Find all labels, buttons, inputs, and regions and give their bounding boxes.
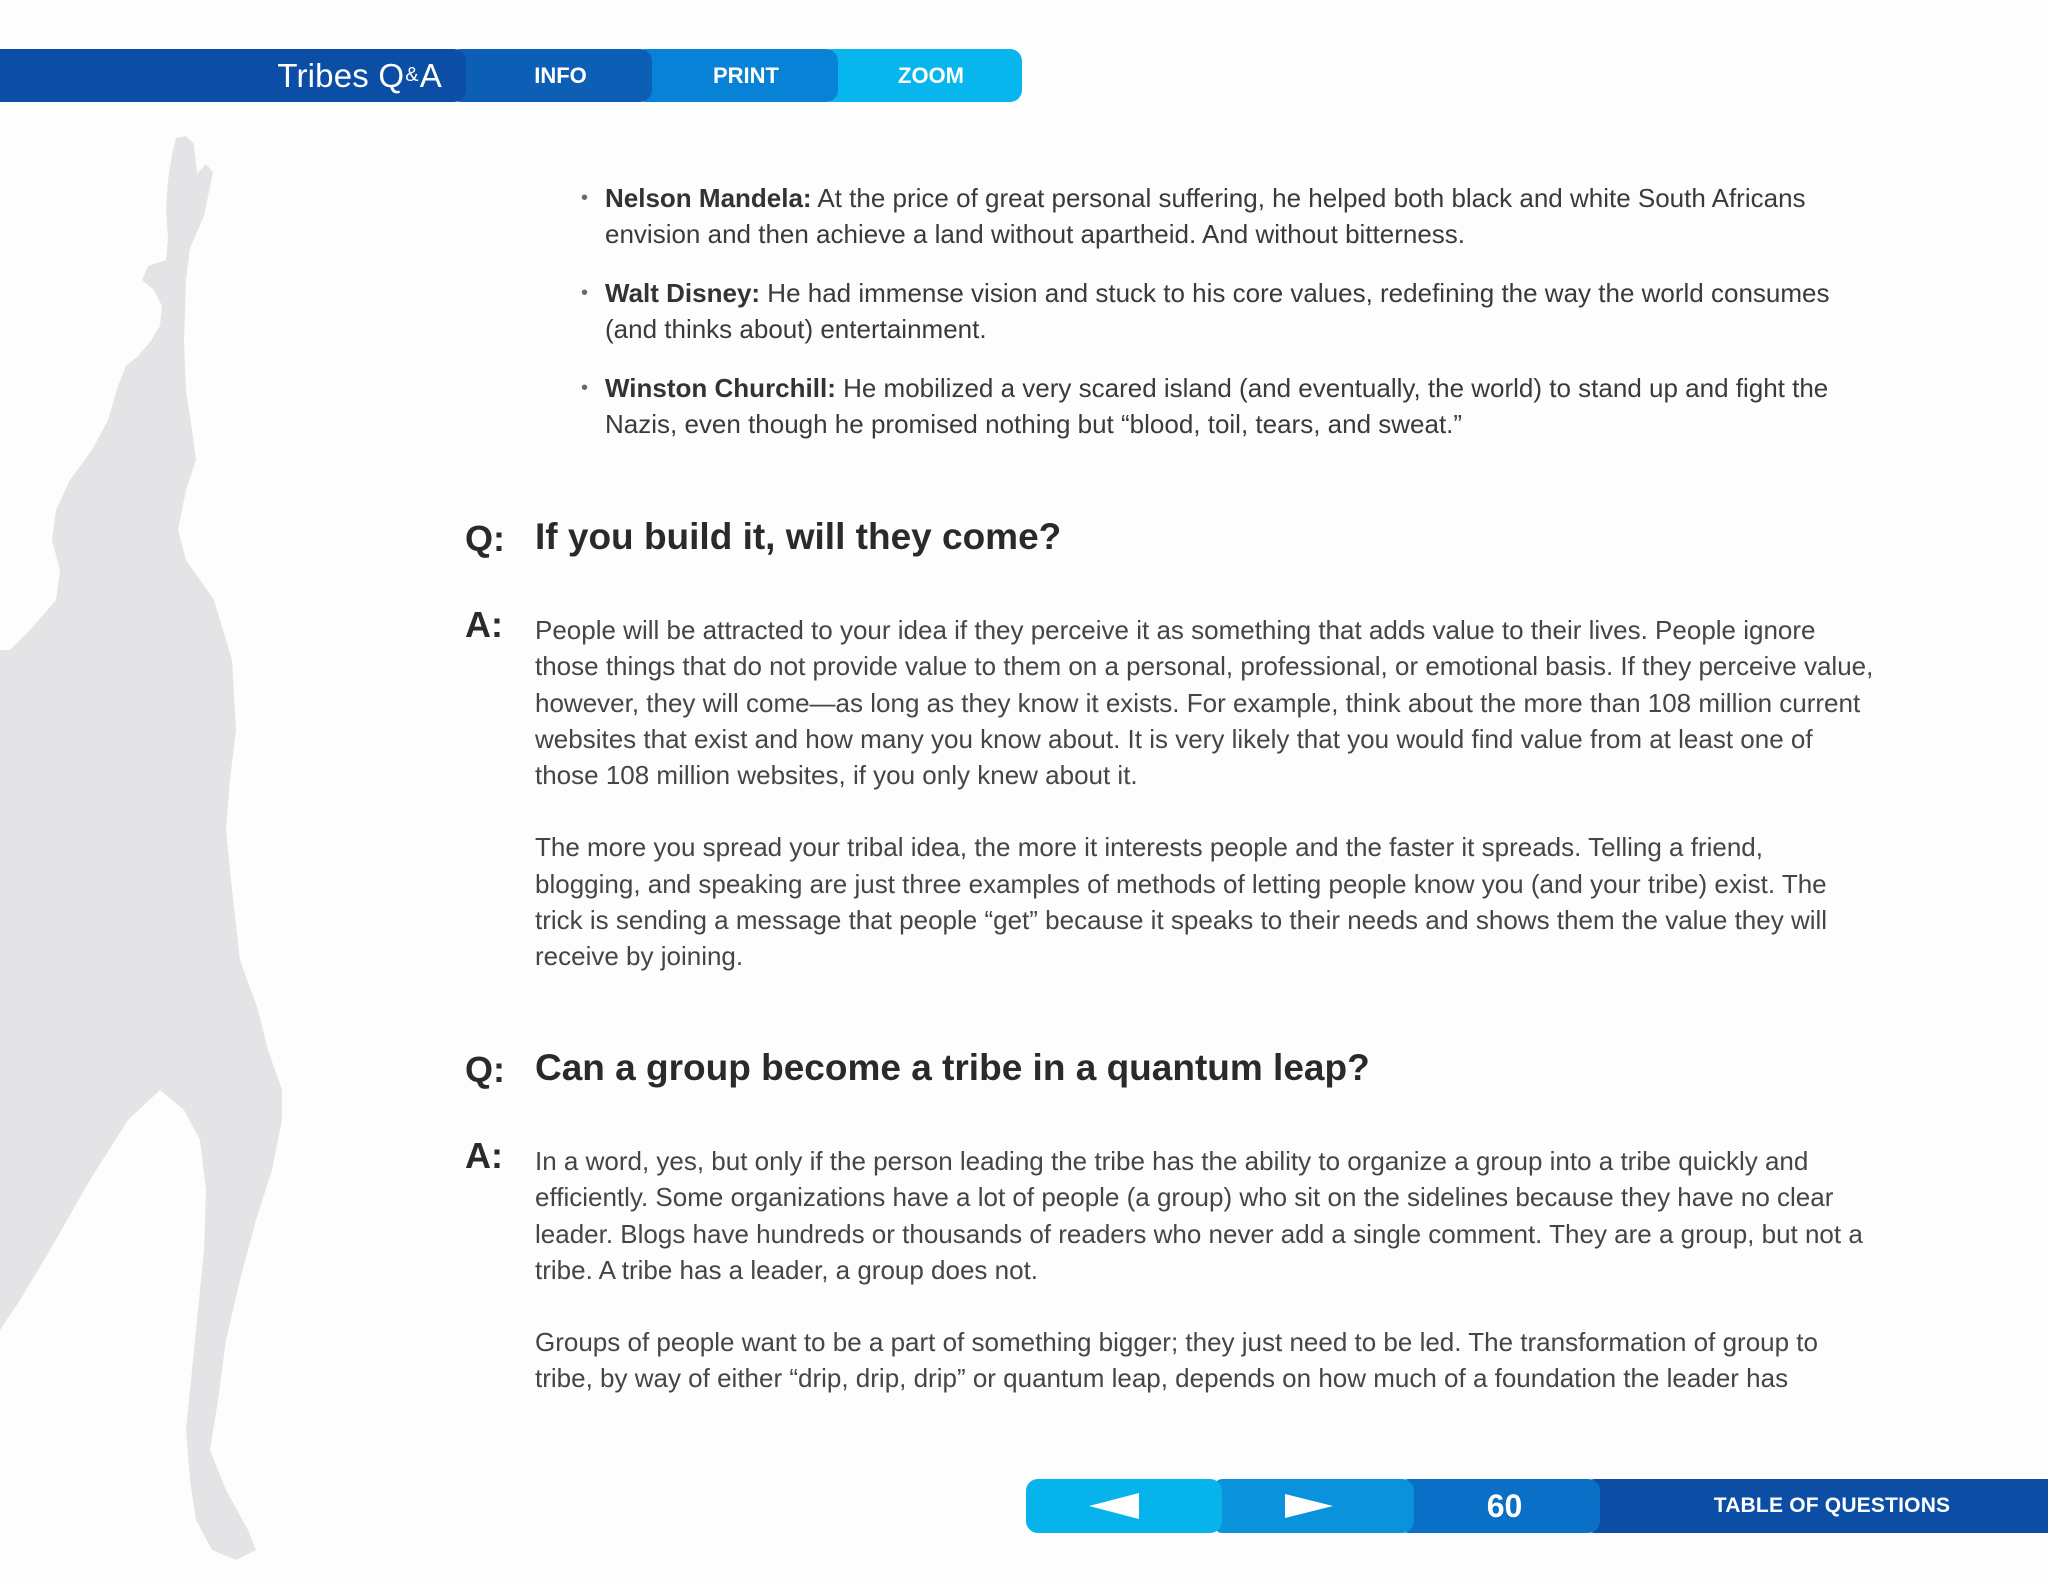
page-number-indicator <box>1396 1479 1600 1533</box>
info-label: INFO <box>534 62 587 88</box>
zoom-label: ZOOM <box>898 62 964 88</box>
page-number: 60 <box>1486 1487 1523 1524</box>
list-item <box>578 180 1868 252</box>
toc-label: TABLE OF QUESTIONS <box>1713 1494 1951 1517</box>
answer-label: A: <box>465 604 503 645</box>
question-heading: Can a group become a tribe in a quantum leap? <box>535 1047 1370 1088</box>
bullet-icon: • <box>581 282 589 304</box>
answer-paragraph: The more you spread your tribal idea, the more it interests people and the faster it spreads. Telling a friend, blogging, and speaking are just three examples of methods of letting people know you (and your tribe) exist. The trick is sending a message that people “get” because it speaks to their needs and shows them the value they will receive by joining. <box>535 832 1828 972</box>
bottom-navigation <box>1026 1479 2048 1533</box>
bullet-icon: • <box>581 377 589 399</box>
document-title-tab[interactable] <box>0 49 466 102</box>
left-arrow-icon <box>1089 1493 1139 1519</box>
answer-body <box>535 612 1875 1011</box>
answer-label: A: <box>465 1135 503 1176</box>
bullet-text: He mobilized a very scared island (and eventually, the world) to stand up and fight the Nazis, even though he promised nothing but “blood, toil, tears, and sweat.” <box>605 373 1829 439</box>
bullet-text: He had immense vision and stuck to his core values, redefining the way the world consumes (and thinks about) entertainment. <box>605 278 1830 344</box>
bullet-text: At the price of great personal suffering, he helped both black and white South Africans envision and then achieve a land without apartheid. And without bitterness. <box>605 183 1806 249</box>
next-page-button[interactable] <box>1210 1479 1414 1533</box>
list-item <box>578 275 1868 347</box>
list-item <box>578 370 1868 442</box>
previous-page-button[interactable] <box>1026 1479 1222 1533</box>
title-ampersand: & <box>405 64 419 86</box>
info-button[interactable] <box>448 49 652 102</box>
leader-bullet-list <box>578 180 1868 465</box>
question-heading: If you build it, will they come? <box>535 516 1062 557</box>
print-label: PRINT <box>713 62 779 88</box>
print-button[interactable] <box>633 49 838 102</box>
right-arrow-icon <box>1285 1494 1333 1518</box>
bullet-name: Walt Disney: <box>605 278 761 308</box>
answer-paragraph: Groups of people want to be a part of something bigger; they just need to be led. The transformation of group to tribe, by way of either “drip, drip, drip” or quantum leap, depends on how much of a foundation the leader has <box>535 1327 1818 1394</box>
answer-body <box>535 1143 1875 1433</box>
silhouette-figure-image <box>0 130 300 1570</box>
answer-paragraph: People will be attracted to your idea if they perceive it as something that adds value to their lives. People ignore those things that do not provide value to them on a personal, professional, or emotional basis. If they perceive value, however, they will come—as long as they know it exists. For example, think about the more than 108 million current websites that exist and how many you know about. It is very likely that you would find value from at least one of those 108 million websites, if you only knew about it. <box>535 615 1874 791</box>
bullet-name: Winston Churchill: <box>605 373 836 403</box>
question-label: Q: <box>465 518 505 559</box>
bullet-name: Nelson Mandela: <box>605 183 812 213</box>
zoom-button[interactable] <box>819 49 1022 102</box>
question-label: Q: <box>465 1049 505 1090</box>
table-of-questions-button[interactable] <box>1582 1479 2048 1533</box>
title-prefix: Tribes Q <box>277 56 405 94</box>
bullet-icon: • <box>581 187 589 209</box>
title-suffix: A <box>419 56 442 94</box>
answer-paragraph: In a word, yes, but only if the person leading the tribe has the ability to organize a group into a tribe quickly and efficiently. Some organizations have a lot of people (a group) who sit on the sidelines because they have no clear leader. Blogs have hundreds or thousands of readers who never add a single comment. They are a group, but not a tribe. A tribe has a leader, a group does not. <box>535 1146 1863 1285</box>
